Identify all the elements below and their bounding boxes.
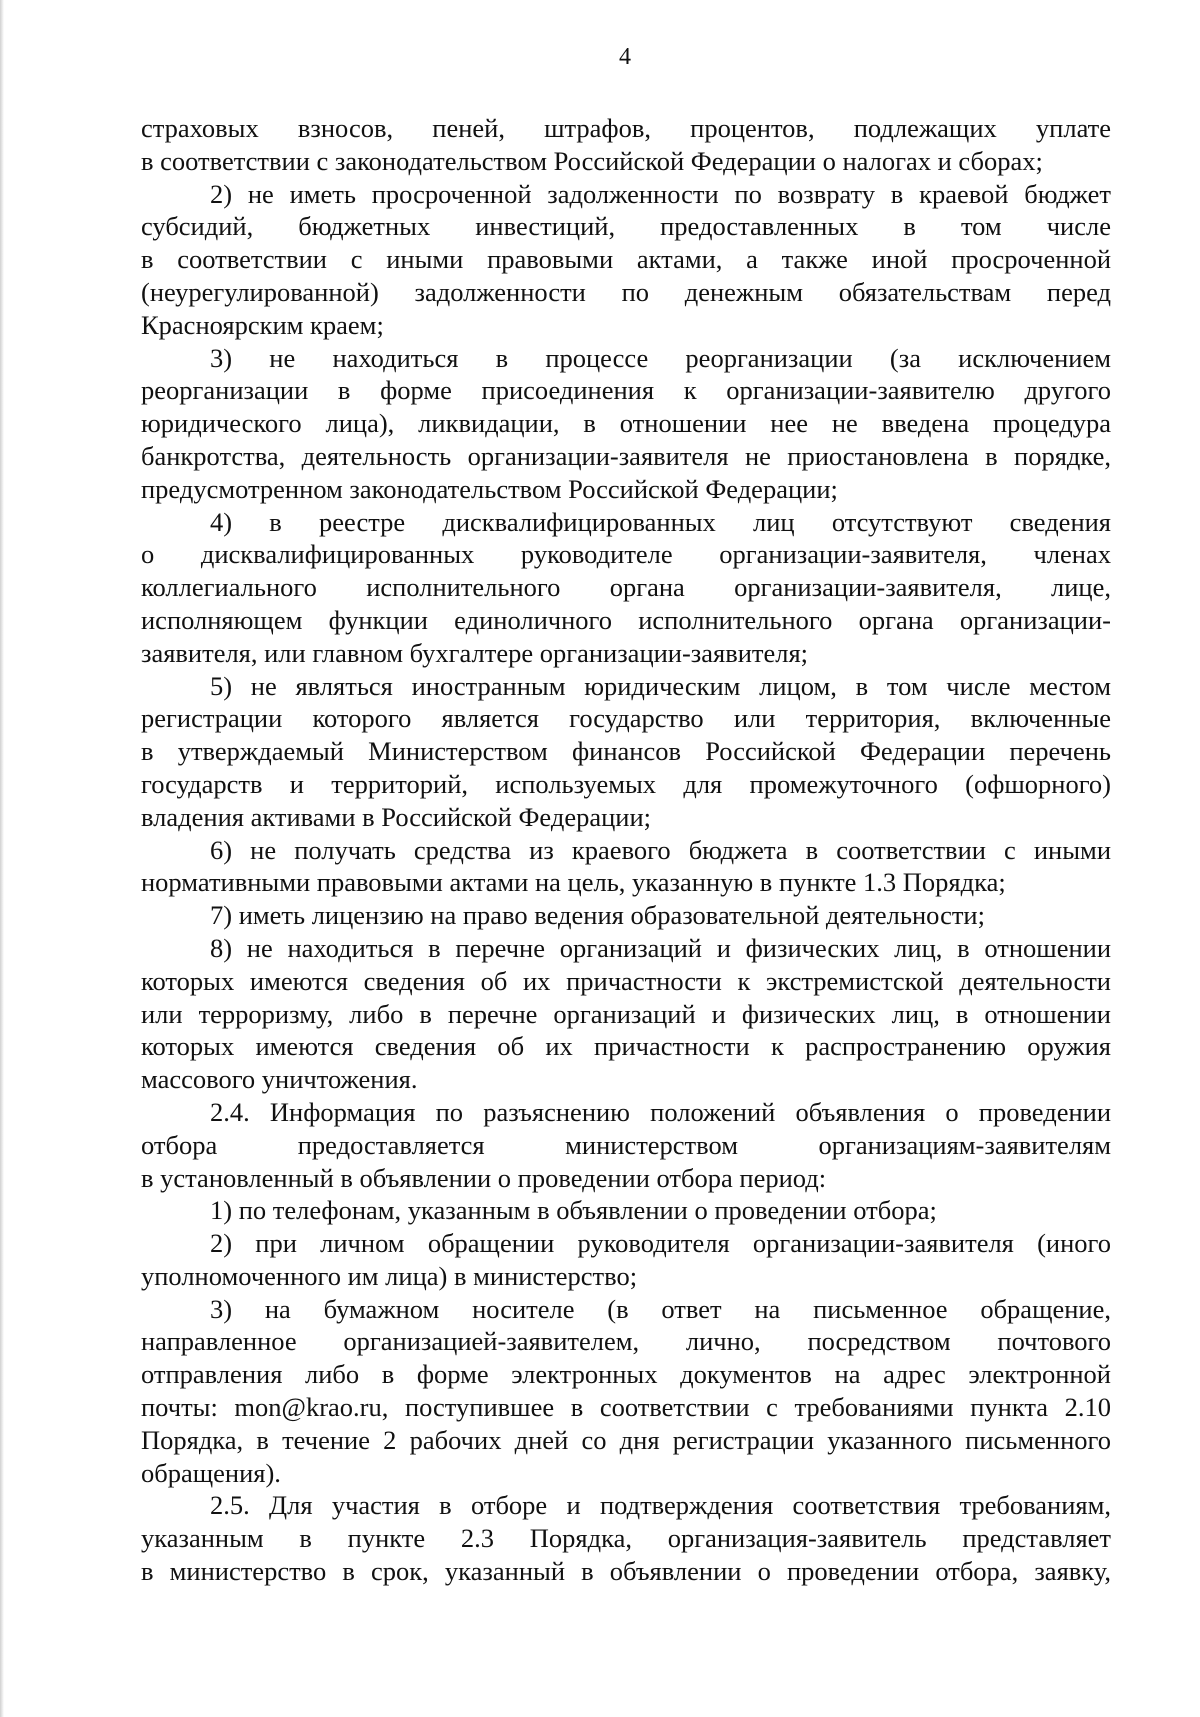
text-line-clause-2-4-item-3-5: Порядка, в течение 2 рабочих дней со дня регистрации указанного письменного: [141, 1424, 1111, 1455]
text-line-clause-2-5-3: в министерство в срок, указанный в объявлении о проведении отбора, заявку,: [141, 1556, 1111, 1587]
text-line-item-3-1: 3) не находиться в процессе реорганизации (за исключением: [210, 342, 1111, 373]
text-line-item-4-1: 4) в реестре дисквалифицированных лиц отсутствуют сведения: [210, 506, 1111, 537]
text-line-item-8-4: которых имеются сведения об их причастности к распространению оружия: [141, 1031, 1111, 1062]
text-line-item-6-1: 6) не получать средства из краевого бюджета в соответствии с иными: [210, 834, 1111, 865]
body-text: [141, 112, 1111, 1588]
text-line-item-2-4: (неурегулированной) задолженности по денежным обязательствам перед: [141, 276, 1111, 307]
text-line-item-7-1: 7) иметь лицензию на право ведения образовательной деятельности;: [210, 900, 985, 931]
text-line-item-3-5: предусмотренном законодательством Российской Федерации;: [141, 473, 838, 504]
text-line-item-5-5: владения активами в Российской Федерации;: [141, 801, 651, 832]
text-line-item-8-1: 8) не находиться в перечне организаций и физических лиц, в отношении: [210, 932, 1111, 963]
text-line-clause-2-4-item-3-1: 3) на бумажном носителе (в ответ на письменное обращение,: [210, 1293, 1111, 1324]
text-line-clause-2-4-item-3-4: почты: mon@krao.ru, поступившее в соответствии с требованиями пункта 2.10: [141, 1392, 1111, 1423]
text-line-clause-2-4-1: 2.4. Информация по разъяснению положений объявления о проведении: [210, 1096, 1111, 1127]
text-line-item-2-1: 2) не иметь просроченной задолженности по возврату в краевой бюджет: [210, 178, 1111, 209]
text-line-item-2-3: в соответствии с иными правовыми актами, а также иной просроченной: [141, 244, 1111, 275]
text-line-item-5-3: в утверждаемый Министерством финансов Российской Федерации перечень: [141, 736, 1111, 767]
text-line-item-2-2: субсидий, бюджетных инвестиций, предоставленных в том числе: [141, 211, 1111, 242]
page-number: 4: [619, 44, 631, 70]
text-line-clause-2-4-item-2-2: уполномоченного им лица) в министерство;: [141, 1260, 638, 1291]
text-line-item-5-4: государств и территорий, используемых для промежуточного (офшорного): [141, 768, 1111, 799]
text-line-item-8-5: массового уничтожения.: [141, 1064, 418, 1095]
text-line-clause-2-4-3: в установленный в объявлении о проведении отбора период:: [141, 1162, 827, 1193]
text-line-item-3-4: банкротства, деятельность организации-заявителя не приостановлена в порядке,: [141, 440, 1111, 471]
text-line-clause-2-4-item-3-6: обращения).: [141, 1457, 281, 1488]
text-line-clause-2-4-item-1-1: 1) по телефонам, указанным в объявлении о проведении отбора;: [210, 1195, 937, 1226]
text-line-item-3-2: реорганизации в форме присоединения к организации-заявителю другого: [141, 375, 1111, 406]
text-line-item-2-5: Красноярским краем;: [141, 309, 384, 340]
text-line-clause-2-4-2: отбора предоставляется министерством организациям-заявителям: [141, 1129, 1111, 1160]
text-line-item-3-3: юридического лица), ликвидации, в отношении нее не введена процедура: [141, 408, 1111, 439]
text-line-item-8-2: которых имеются сведения об их причастности к экстремистской деятельности: [141, 965, 1111, 996]
text-line-item-5-1: 5) не являться иностранным юридическим лицом, в том числе местом: [210, 670, 1111, 701]
text-line-p1-cont-2: в соответствии с законодательством Российской Федерации о налогах и сборах;: [141, 145, 1043, 176]
text-line-item-6-2: нормативными правовыми актами на цель, указанную в пункте 1.3 Порядка;: [141, 867, 1006, 898]
text-line-item-4-2: о дисквалифицированных руководителе организации-заявителя, членах: [141, 539, 1111, 570]
text-line-clause-2-4-item-3-2: направленное организацией-заявителем, лично, посредством почтового: [141, 1326, 1111, 1357]
text-line-item-4-4: исполняющем функции единоличного исполнительного органа организации-: [141, 604, 1111, 635]
text-line-p1-cont-1: страховых взносов, пеней, штрафов, процентов, подлежащих уплате: [141, 113, 1111, 143]
text-line-clause-2-5-2: указанным в пункте 2.3 Порядка, организация-заявитель представляет: [141, 1523, 1111, 1554]
text-line-clause-2-4-item-2-1: 2) при личном обращении руководителя организации-заявителя (иного: [210, 1228, 1111, 1259]
text-line-item-4-3: коллегиального исполнительного органа организации-заявителя, лице,: [141, 572, 1111, 603]
text-line-clause-2-5-1: 2.5. Для участия в отборе и подтверждения соответствия требованиям,: [210, 1490, 1111, 1521]
page-edge-shadow: [0, 0, 4, 1717]
text-line-item-8-3: или терроризму, либо в перечне организаций и физических лиц, в отношении: [141, 998, 1111, 1029]
text-line-item-4-5: заявителя, или главном бухгалтере организации-заявителя;: [141, 637, 809, 668]
text-line-clause-2-4-item-3-3: отправления либо в форме электронных документов на адрес электронной: [141, 1359, 1111, 1390]
text-line-item-5-2: регистрации которого является государство или территория, включенные: [141, 703, 1111, 734]
